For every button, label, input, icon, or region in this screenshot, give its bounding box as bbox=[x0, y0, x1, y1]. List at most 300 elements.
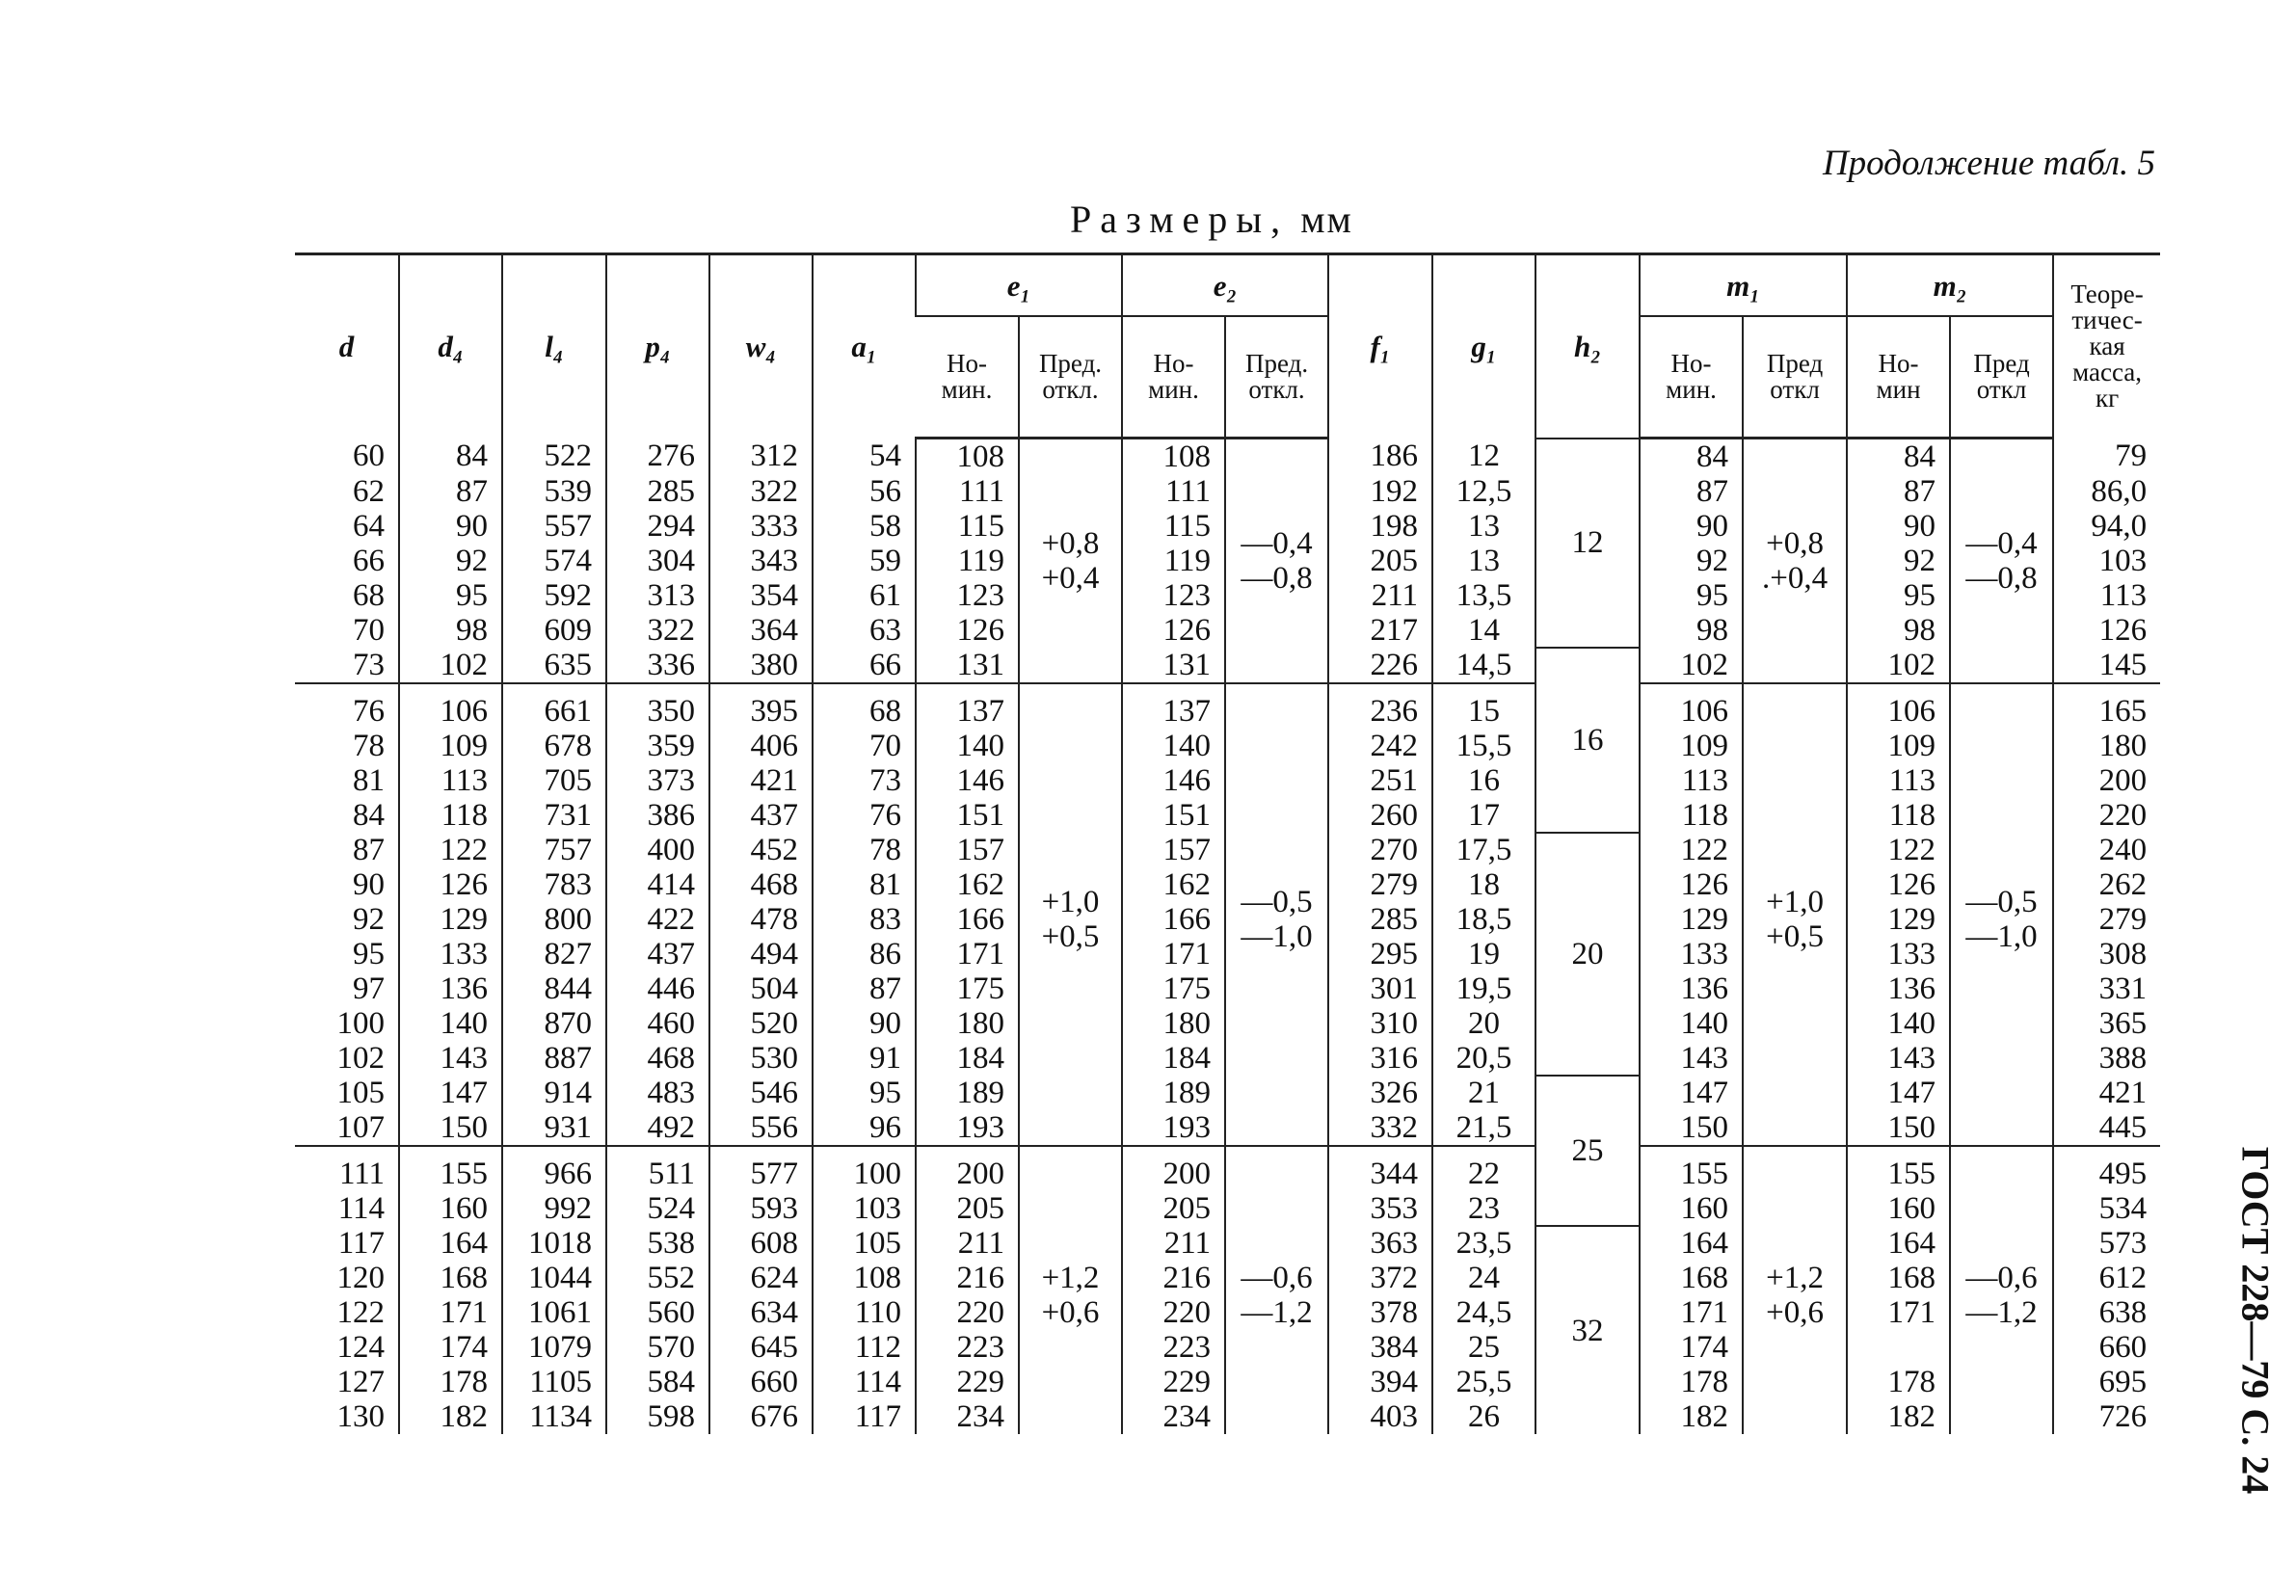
cell-w4: 421 bbox=[709, 763, 813, 798]
cell-e1-nominal: 108 bbox=[916, 439, 1019, 475]
cell-a1: 63 bbox=[813, 613, 916, 648]
cell-m1-nominal: 126 bbox=[1640, 867, 1743, 902]
cell-e1-nominal: 111 bbox=[916, 474, 1019, 509]
cell-d4: 122 bbox=[399, 833, 502, 867]
cell-f1: 285 bbox=[1328, 902, 1432, 937]
cell-g1: 13 bbox=[1432, 544, 1535, 578]
cell-d4: 171 bbox=[399, 1295, 502, 1330]
cell-d4: 90 bbox=[399, 509, 502, 544]
header-m2-nominal: Но- мин bbox=[1847, 316, 1950, 439]
cell-l4: 931 bbox=[502, 1110, 606, 1146]
cell-e2-nominal: 119 bbox=[1122, 544, 1225, 578]
cell-e1-nominal: 115 bbox=[916, 509, 1019, 544]
cell-e1-nominal: 216 bbox=[916, 1261, 1019, 1295]
cell-p4: 552 bbox=[606, 1261, 709, 1295]
cell-e1-nominal: 119 bbox=[916, 544, 1019, 578]
cell-e2-nominal: 115 bbox=[1122, 509, 1225, 544]
cell-w4: 577 bbox=[709, 1146, 813, 1191]
cell-w4: 343 bbox=[709, 544, 813, 578]
cell-m1-nominal: 168 bbox=[1640, 1261, 1743, 1295]
cell-mass: 726 bbox=[2053, 1399, 2160, 1434]
table-row bbox=[295, 683, 2160, 729]
cell-m2-nominal: 178 bbox=[1847, 1365, 1950, 1399]
cell-d4: 136 bbox=[399, 971, 502, 1006]
cell-d4: 143 bbox=[399, 1041, 502, 1076]
cell-f1: 344 bbox=[1328, 1146, 1432, 1191]
cell-e2-nominal: 200 bbox=[1122, 1146, 1225, 1191]
cell-w4: 380 bbox=[709, 648, 813, 683]
cell-w4: 624 bbox=[709, 1261, 813, 1295]
cell-f1: 332 bbox=[1328, 1110, 1432, 1146]
cell-g1: 19,5 bbox=[1432, 971, 1535, 1006]
cell-a1: 86 bbox=[813, 937, 916, 971]
cell-m2-nominal: 122 bbox=[1847, 833, 1950, 867]
cell-m1-nominal: 140 bbox=[1640, 1006, 1743, 1041]
cell-w4: 676 bbox=[709, 1399, 813, 1434]
cell-m2-nominal: 147 bbox=[1847, 1076, 1950, 1110]
cell-e2-nominal: 111 bbox=[1122, 474, 1225, 509]
cell-h2: 12 bbox=[1535, 439, 1640, 649]
document-code-text: ГОСТ 228—79 С. 24 bbox=[2233, 1146, 2278, 1495]
cell-p4: 492 bbox=[606, 1110, 709, 1146]
cell-w4: 437 bbox=[709, 798, 813, 833]
header-m1: m₁ bbox=[1640, 254, 1847, 317]
cell-d4: 84 bbox=[399, 439, 502, 475]
cell-w4: 468 bbox=[709, 867, 813, 902]
cell-mass: 695 bbox=[2053, 1365, 2160, 1399]
cell-l4: 539 bbox=[502, 474, 606, 509]
cell-mass: 421 bbox=[2053, 1076, 2160, 1110]
cell-e2-nominal: 108 bbox=[1122, 439, 1225, 475]
header-l4: l₄ bbox=[502, 254, 606, 439]
cell-w4: 530 bbox=[709, 1041, 813, 1076]
cell-d: 87 bbox=[353, 833, 385, 867]
cell-d4: 155 bbox=[399, 1146, 502, 1191]
cell-l4: 992 bbox=[502, 1191, 606, 1226]
cell-a1: 96 bbox=[813, 1110, 916, 1146]
cell-w4: 395 bbox=[709, 683, 813, 729]
cell-d: 114 bbox=[337, 1191, 385, 1226]
cell-m1-nominal: 109 bbox=[1640, 729, 1743, 763]
cell-e2-nominal: 126 bbox=[1122, 613, 1225, 648]
cell-p4: 294 bbox=[606, 509, 709, 544]
cell-e2-nominal: 175 bbox=[1122, 971, 1225, 1006]
cell-d4: 87 bbox=[399, 474, 502, 509]
cell-g1: 23,5 bbox=[1432, 1226, 1535, 1261]
cell-mass: 638 bbox=[2053, 1295, 2160, 1330]
cell-mass: 103 bbox=[2053, 544, 2160, 578]
cell-e1-nominal: 171 bbox=[916, 937, 1019, 971]
cell-p4: 414 bbox=[606, 867, 709, 902]
cell-p4: 350 bbox=[606, 683, 709, 729]
cell-m2-nominal: 84 bbox=[1847, 439, 1950, 475]
cell-a1: 117 bbox=[813, 1399, 916, 1434]
continuation-title: Продолжение табл. 5 bbox=[1822, 144, 2155, 183]
cell-f1: 403 bbox=[1328, 1399, 1432, 1434]
cell-mass: 660 bbox=[2053, 1330, 2160, 1365]
header-e2: e₂ bbox=[1122, 254, 1328, 317]
cell-e2-nominal: 216 bbox=[1122, 1261, 1225, 1295]
cell-d4: 160 bbox=[399, 1191, 502, 1226]
header-e1: e₁ bbox=[916, 254, 1122, 317]
cell-p4: 276 bbox=[606, 439, 709, 475]
cell-d4: 150 bbox=[399, 1110, 502, 1146]
cell-l4: 731 bbox=[502, 798, 606, 833]
cell-h2: 25 bbox=[1535, 1076, 1640, 1226]
cell-w4: 354 bbox=[709, 578, 813, 613]
cell-e2-nominal: 162 bbox=[1122, 867, 1225, 902]
cell-m1-nominal: 136 bbox=[1640, 971, 1743, 1006]
cell-g1: 15 bbox=[1432, 683, 1535, 729]
cell-d4: 102 bbox=[399, 648, 502, 683]
cell-d4: 178 bbox=[399, 1365, 502, 1399]
cell-h2: 16 bbox=[1535, 648, 1640, 833]
cell-d: 117 bbox=[337, 1226, 385, 1261]
cell-mass: 365 bbox=[2053, 1006, 2160, 1041]
cell-m2-nominal: 164 bbox=[1847, 1226, 1950, 1261]
cell-g1: 20 bbox=[1432, 1006, 1535, 1041]
cell-p4: 598 bbox=[606, 1399, 709, 1434]
cell-e1-nominal: 200 bbox=[916, 1146, 1019, 1191]
cell-g1: 24,5 bbox=[1432, 1295, 1535, 1330]
cell-m2-nominal: 113 bbox=[1847, 763, 1950, 798]
cell-d: 120 bbox=[336, 1261, 385, 1295]
cell-e2-nominal: 137 bbox=[1122, 683, 1225, 729]
cell-p4: 373 bbox=[606, 763, 709, 798]
cell-w4: 322 bbox=[709, 474, 813, 509]
cell-g1: 26 bbox=[1432, 1399, 1535, 1434]
cell-f1: 310 bbox=[1328, 1006, 1432, 1041]
cell-mass: 262 bbox=[2053, 867, 2160, 902]
header-m1-nominal: Но- мин. bbox=[1640, 316, 1743, 439]
cell-mass: 220 bbox=[2053, 798, 2160, 833]
cell-p4: 313 bbox=[606, 578, 709, 613]
cell-d4: 182 bbox=[399, 1399, 502, 1434]
cell-e2-nominal: 166 bbox=[1122, 902, 1225, 937]
header-f1: f₁ bbox=[1328, 254, 1432, 439]
cell-g1: 19 bbox=[1432, 937, 1535, 971]
cell-f1: 270 bbox=[1328, 833, 1432, 867]
header-e2-nominal: Но- мин. bbox=[1122, 316, 1225, 439]
cell-f1: 378 bbox=[1328, 1295, 1432, 1330]
cell-mass: 240 bbox=[2053, 833, 2160, 867]
cell-m2-tolerance: —0,5 —1,0 bbox=[1950, 683, 2053, 1146]
cell-d4: 109 bbox=[399, 729, 502, 763]
cell-e1-nominal: 229 bbox=[916, 1365, 1019, 1399]
cell-p4: 460 bbox=[606, 1006, 709, 1041]
cell-e1-nominal: 211 bbox=[916, 1226, 1019, 1261]
cell-l4: 522 bbox=[502, 439, 606, 475]
cell-e1-nominal: 157 bbox=[916, 833, 1019, 867]
header-e1-tolerance: Пред. откл. bbox=[1019, 316, 1122, 439]
cell-e1-nominal: 220 bbox=[916, 1295, 1019, 1330]
cell-d: 92 bbox=[353, 902, 385, 937]
cell-l4: 1105 bbox=[502, 1365, 606, 1399]
cell-e2-nominal: 211 bbox=[1122, 1226, 1225, 1261]
header-e1-nominal: Но- мин. bbox=[916, 316, 1019, 439]
cell-w4: 364 bbox=[709, 613, 813, 648]
header-d: d bbox=[295, 254, 399, 439]
cell-p4: 422 bbox=[606, 902, 709, 937]
cell-l4: 574 bbox=[502, 544, 606, 578]
cell-d: 78 bbox=[353, 729, 385, 763]
cell-p4: 570 bbox=[606, 1330, 709, 1365]
cell-l4: 757 bbox=[502, 833, 606, 867]
cell-l4: 609 bbox=[502, 613, 606, 648]
header-m1-tolerance: Пред откл bbox=[1743, 316, 1847, 439]
cell-d: 105 bbox=[336, 1076, 385, 1110]
cell-d: 84 bbox=[353, 798, 385, 833]
cell-m2-nominal: 168 bbox=[1847, 1261, 1950, 1295]
cell-e1-nominal: 140 bbox=[916, 729, 1019, 763]
cell-a1: 76 bbox=[813, 798, 916, 833]
cell-a1: 81 bbox=[813, 867, 916, 902]
cell-mass: 573 bbox=[2053, 1226, 2160, 1261]
cell-l4: 914 bbox=[502, 1076, 606, 1110]
cell-m2-nominal: 92 bbox=[1847, 544, 1950, 578]
cell-d: 111 bbox=[295, 1146, 399, 1191]
cell-m1-nominal: 160 bbox=[1640, 1191, 1743, 1226]
cell-g1: 16 bbox=[1432, 763, 1535, 798]
cell-f1: 211 bbox=[1328, 578, 1432, 613]
cell-e1-nominal: 162 bbox=[916, 867, 1019, 902]
cell-m1-nominal: 150 bbox=[1640, 1110, 1743, 1146]
cell-g1: 25,5 bbox=[1432, 1365, 1535, 1399]
cell-e1-nominal: 126 bbox=[916, 613, 1019, 648]
cell-m2-nominal: 143 bbox=[1847, 1041, 1950, 1076]
cell-m1-nominal: 98 bbox=[1640, 613, 1743, 648]
cell-l4: 705 bbox=[502, 763, 606, 798]
cell-e1-tolerance: +1,2 +0,6 bbox=[1019, 1146, 1122, 1434]
cell-g1: 17,5 bbox=[1432, 833, 1535, 867]
cell-m2-nominal: 87 bbox=[1847, 474, 1950, 509]
cell-f1: 186 bbox=[1328, 439, 1432, 475]
cell-p4: 483 bbox=[606, 1076, 709, 1110]
cell-a1: 114 bbox=[813, 1365, 916, 1399]
cell-d4: 174 bbox=[399, 1330, 502, 1365]
cell-l4: 966 bbox=[502, 1146, 606, 1191]
cell-e2-nominal: 123 bbox=[1122, 578, 1225, 613]
cell-g1: 17 bbox=[1432, 798, 1535, 833]
cell-l4: 592 bbox=[502, 578, 606, 613]
cell-d: 66 bbox=[353, 544, 385, 578]
cell-w4: 452 bbox=[709, 833, 813, 867]
cell-a1: 103 bbox=[813, 1191, 916, 1226]
cell-m1-nominal: 147 bbox=[1640, 1076, 1743, 1110]
cell-f1: 260 bbox=[1328, 798, 1432, 833]
cell-e2-nominal: 223 bbox=[1122, 1330, 1225, 1365]
cell-g1: 18 bbox=[1432, 867, 1535, 902]
cell-d: 81 bbox=[353, 763, 385, 798]
cell-g1: 25 bbox=[1432, 1330, 1535, 1365]
cell-w4: 333 bbox=[709, 509, 813, 544]
cell-d4: 147 bbox=[399, 1076, 502, 1110]
cell-l4: 800 bbox=[502, 902, 606, 937]
cell-d4: 164 bbox=[399, 1226, 502, 1261]
cell-e1-nominal: 223 bbox=[916, 1330, 1019, 1365]
cell-e1-nominal: 151 bbox=[916, 798, 1019, 833]
cell-f1: 326 bbox=[1328, 1076, 1432, 1110]
header-m2-tolerance: Пред откл bbox=[1950, 316, 2053, 439]
cell-p4: 468 bbox=[606, 1041, 709, 1076]
cell-e2-nominal: 189 bbox=[1122, 1076, 1225, 1110]
cell-e2-nominal: 220 bbox=[1122, 1295, 1225, 1330]
cell-w4: 634 bbox=[709, 1295, 813, 1330]
cell-e2-tolerance: —0,4 —0,8 bbox=[1225, 439, 1328, 684]
cell-l4: 783 bbox=[502, 867, 606, 902]
cell-mass: 200 bbox=[2053, 763, 2160, 798]
cell-w4: 478 bbox=[709, 902, 813, 937]
table-row bbox=[295, 439, 2160, 475]
cell-m1-nominal: 92 bbox=[1640, 544, 1743, 578]
cell-p4: 304 bbox=[606, 544, 709, 578]
cell-a1: 59 bbox=[813, 544, 916, 578]
cell-l4: 1134 bbox=[502, 1399, 606, 1434]
cell-d: 64 bbox=[353, 509, 385, 544]
cell-d: 124 bbox=[336, 1330, 385, 1365]
cell-mass: 534 bbox=[2053, 1191, 2160, 1226]
cell-g1: 18,5 bbox=[1432, 902, 1535, 937]
cell-a1: 66 bbox=[813, 648, 916, 683]
cell-f1: 316 bbox=[1328, 1041, 1432, 1076]
cell-w4: 312 bbox=[709, 439, 813, 475]
cell-a1: 56 bbox=[813, 474, 916, 509]
cell-a1: 87 bbox=[813, 971, 916, 1006]
cell-w4: 593 bbox=[709, 1191, 813, 1226]
cell-f1: 198 bbox=[1328, 509, 1432, 544]
cell-f1: 217 bbox=[1328, 613, 1432, 648]
cell-d: 127 bbox=[336, 1365, 385, 1399]
header-g1: g₁ bbox=[1432, 254, 1535, 439]
cell-f1: 363 bbox=[1328, 1226, 1432, 1261]
cell-f1: 236 bbox=[1328, 683, 1432, 729]
cell-d4: 95 bbox=[399, 578, 502, 613]
cell-p4: 285 bbox=[606, 474, 709, 509]
cell-m2-nominal: 160 bbox=[1847, 1191, 1950, 1226]
cell-a1: 58 bbox=[813, 509, 916, 544]
cell-a1: 78 bbox=[813, 833, 916, 867]
cell-a1: 83 bbox=[813, 902, 916, 937]
cell-a1: 110 bbox=[813, 1295, 916, 1330]
cell-m2-nominal: 109 bbox=[1847, 729, 1950, 763]
cell-mass: 145 bbox=[2053, 648, 2160, 683]
cell-g1: 12,5 bbox=[1432, 474, 1535, 509]
cell-l4: 1061 bbox=[502, 1295, 606, 1330]
table-title-label: Размеры, bbox=[1070, 198, 1290, 241]
table-title bbox=[1070, 197, 1353, 242]
cell-p4: 524 bbox=[606, 1191, 709, 1226]
cell-e2-nominal: 184 bbox=[1122, 1041, 1225, 1076]
cell-f1: 353 bbox=[1328, 1191, 1432, 1226]
cell-a1: 91 bbox=[813, 1041, 916, 1076]
cell-m2-nominal: 136 bbox=[1847, 971, 1950, 1006]
cell-e1-tolerance: +1,0 +0,5 bbox=[1019, 683, 1122, 1146]
cell-m1-tolerance: +0,8 .+0,4 bbox=[1743, 439, 1847, 684]
cell-d4: 126 bbox=[399, 867, 502, 902]
cell-g1: 24 bbox=[1432, 1261, 1535, 1295]
cell-e1-nominal: 137 bbox=[916, 683, 1019, 729]
cell-l4: 1018 bbox=[502, 1226, 606, 1261]
cell-m2-nominal: 155 bbox=[1847, 1146, 1950, 1191]
cell-p4: 511 bbox=[606, 1146, 709, 1191]
cell-l4: 557 bbox=[502, 509, 606, 544]
cell-f1: 251 bbox=[1328, 763, 1432, 798]
cell-g1: 13,5 bbox=[1432, 578, 1535, 613]
cell-e1-nominal: 193 bbox=[916, 1110, 1019, 1146]
cell-m1-tolerance: +1,2 +0,6 bbox=[1743, 1146, 1847, 1434]
cell-m2-nominal: 182 bbox=[1847, 1399, 1950, 1434]
cell-m1-nominal: 171 bbox=[1640, 1295, 1743, 1330]
header-a1: a₁ bbox=[813, 254, 916, 439]
cell-e1-nominal: 234 bbox=[916, 1399, 1019, 1434]
cell-e1-tolerance: +0,8 +0,4 bbox=[1019, 439, 1122, 684]
cell-d4: 113 bbox=[399, 763, 502, 798]
cell-e1-nominal: 146 bbox=[916, 763, 1019, 798]
cell-m2-nominal: 133 bbox=[1847, 937, 1950, 971]
cell-a1: 108 bbox=[813, 1261, 916, 1295]
cell-d: 122 bbox=[336, 1295, 385, 1330]
header-e2-tolerance: Пред. откл. bbox=[1225, 316, 1328, 439]
cell-d: 90 bbox=[353, 867, 385, 902]
cell-d: 100 bbox=[336, 1006, 385, 1041]
cell-m2-nominal: 140 bbox=[1847, 1006, 1950, 1041]
cell-l4: 1044 bbox=[502, 1261, 606, 1295]
cell-w4: 556 bbox=[709, 1110, 813, 1146]
cell-d: 130 bbox=[336, 1399, 385, 1434]
cell-p4: 322 bbox=[606, 613, 709, 648]
cell-g1: 13 bbox=[1432, 509, 1535, 544]
cell-mass: 79 bbox=[2053, 439, 2160, 475]
cell-m1-nominal: 143 bbox=[1640, 1041, 1743, 1076]
cell-f1: 242 bbox=[1328, 729, 1432, 763]
cell-m1-tolerance: +1,0 +0,5 bbox=[1743, 683, 1847, 1146]
cell-w4: 406 bbox=[709, 729, 813, 763]
cell-a1: 112 bbox=[813, 1330, 916, 1365]
cell-l4: 887 bbox=[502, 1041, 606, 1076]
cell-m1-nominal: 178 bbox=[1640, 1365, 1743, 1399]
header-h2: h₂ bbox=[1535, 254, 1640, 439]
cell-g1: 22 bbox=[1432, 1146, 1535, 1191]
cell-d: 97 bbox=[353, 971, 385, 1006]
cell-e2-nominal: 234 bbox=[1122, 1399, 1225, 1434]
document-code bbox=[2227, 1118, 2284, 1523]
cell-m1-nominal: 174 bbox=[1640, 1330, 1743, 1365]
cell-p4: 560 bbox=[606, 1295, 709, 1330]
cell-m1-nominal: 155 bbox=[1640, 1146, 1743, 1191]
cell-d4: 106 bbox=[399, 683, 502, 729]
cell-a1: 70 bbox=[813, 729, 916, 763]
cell-f1: 205 bbox=[1328, 544, 1432, 578]
cell-e2-nominal: 151 bbox=[1122, 798, 1225, 833]
cell-p4: 446 bbox=[606, 971, 709, 1006]
cell-g1: 12 bbox=[1432, 439, 1535, 475]
cell-w4: 660 bbox=[709, 1365, 813, 1399]
cell-e2-nominal: 157 bbox=[1122, 833, 1225, 867]
cell-d: 102 bbox=[336, 1041, 385, 1076]
cell-a1: 73 bbox=[813, 763, 916, 798]
header-d4: d₄ bbox=[399, 254, 502, 439]
cell-d4: 118 bbox=[399, 798, 502, 833]
cell-m1-nominal: 118 bbox=[1640, 798, 1743, 833]
cell-m1-nominal: 102 bbox=[1640, 648, 1743, 683]
cell-d4: 129 bbox=[399, 902, 502, 937]
cell-d4: 133 bbox=[399, 937, 502, 971]
cell-e2-nominal: 205 bbox=[1122, 1191, 1225, 1226]
cell-w4: 645 bbox=[709, 1330, 813, 1365]
cell-l4: 661 bbox=[502, 683, 606, 729]
cell-p4: 359 bbox=[606, 729, 709, 763]
cell-p4: 386 bbox=[606, 798, 709, 833]
